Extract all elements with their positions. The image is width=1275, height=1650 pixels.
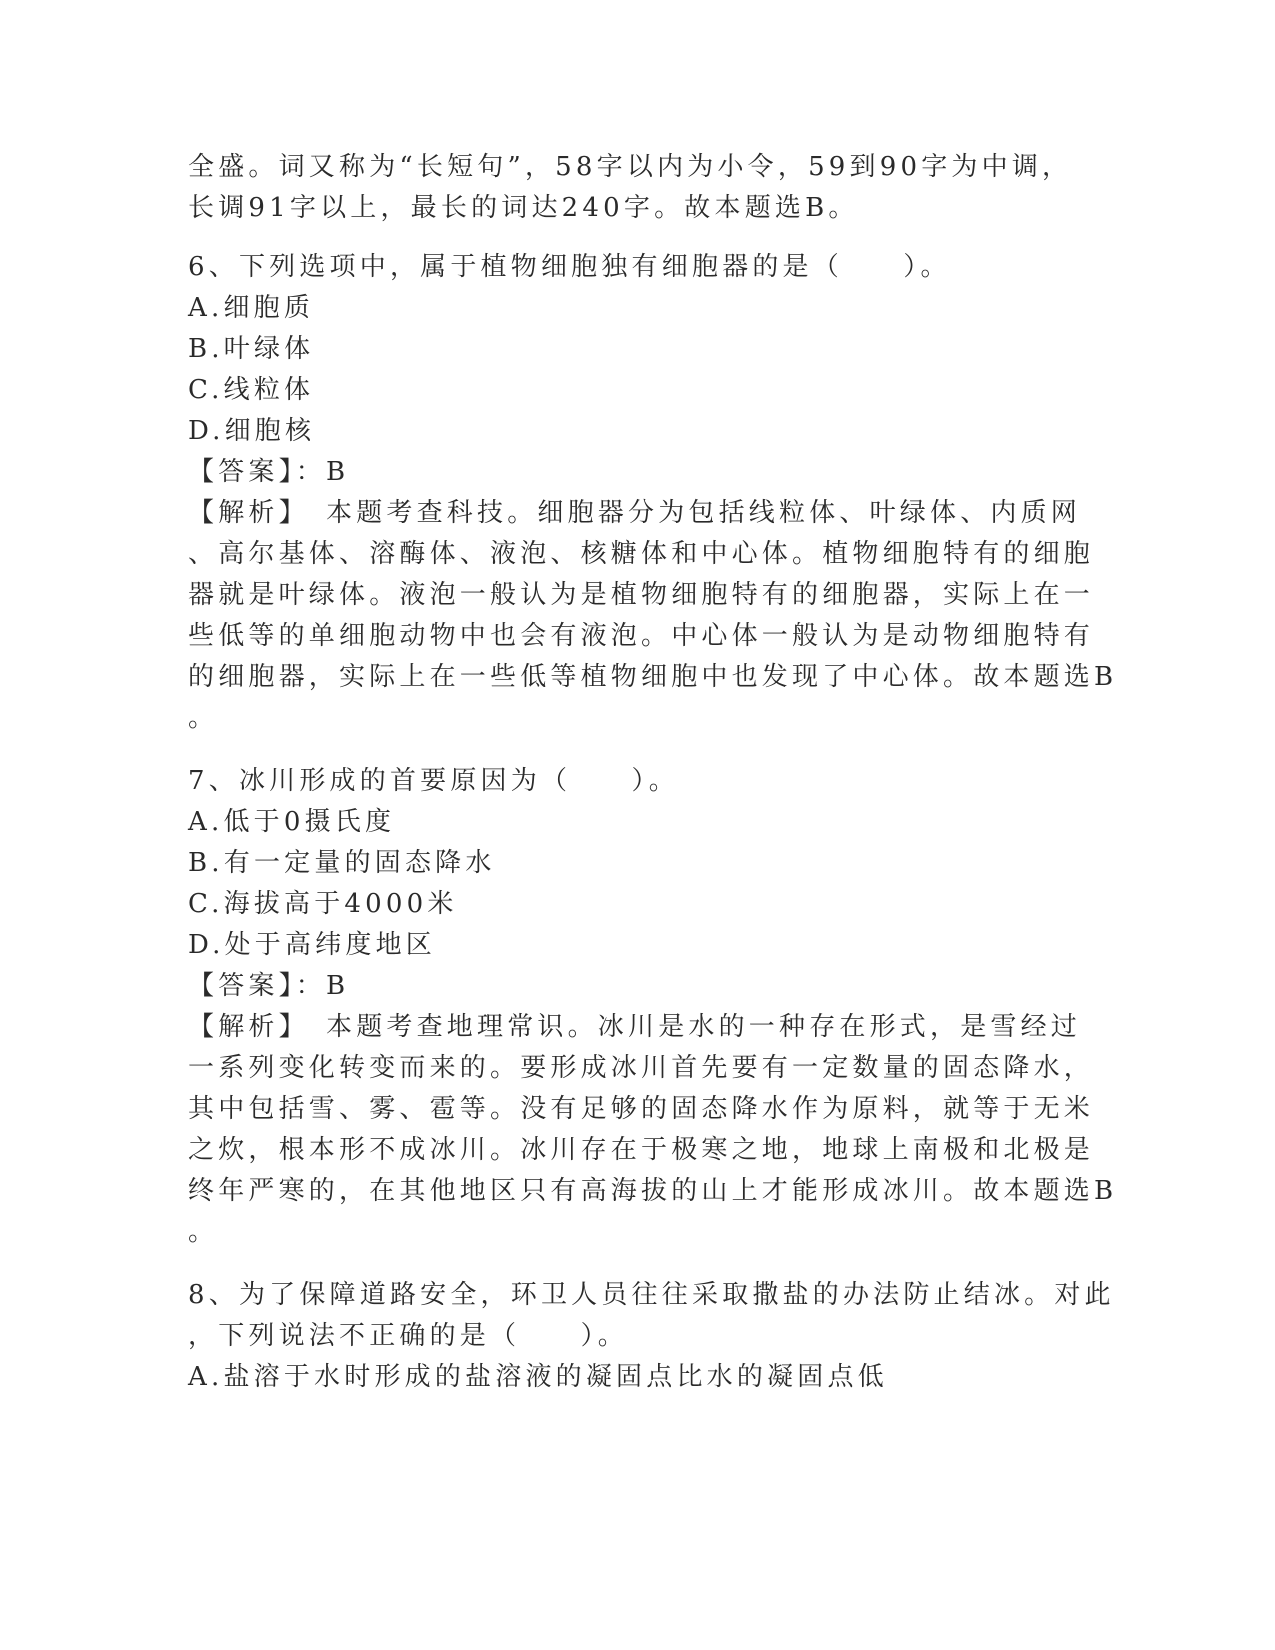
text-line: 全盛。词又称为“长短句”，58字以内为小令，59到90字为中调， (188, 152, 1073, 182)
question-6-stem: 6、下列选项中，属于植物细胞独有细胞器的是（ ）。 (188, 252, 951, 282)
analysis-line: 的细胞器，实际上在一些低等植物细胞中也发现了中心体。故本题选B (188, 662, 1118, 692)
analysis-line: 。 (188, 703, 219, 733)
option-b: B.有一定量的固态降水 (188, 848, 496, 878)
analysis-line: 些低等的单细胞动物中也会有液泡。中心体一般认为是动物细胞特有 (188, 621, 1095, 651)
option-c: C.线粒体 (188, 375, 315, 405)
analysis-line: 终年严寒的，在其他地区只有高海拔的山上才能形成冰川。故本题选B (188, 1176, 1118, 1206)
option-a: A.低于0摄氏度 (188, 807, 396, 837)
analysis-line: 器就是叶绿体。液泡一般认为是植物细胞特有的细胞器，实际上在一 (188, 580, 1095, 610)
analysis-line: 【解析】 本题考查科技。细胞器分为包括线粒体、叶绿体、内质网 (188, 498, 1082, 528)
analysis-line: 、高尔基体、溶酶体、液泡、核糖体和中心体。植物细胞特有的细胞 (188, 539, 1095, 569)
analysis-line: 。 (188, 1217, 219, 1247)
option-a: A.盐溶于水时形成的盐溶液的凝固点比水的凝固点低 (188, 1362, 888, 1392)
analysis-line: 其中包括雪、雾、雹等。没有足够的固态降水作为原料，就等于无米 (188, 1094, 1095, 1124)
question-8-stem: 8、为了保障道路安全，环卫人员往往采取撒盐的办法防止结冰。对此 (188, 1280, 1115, 1310)
analysis-line: 一系列变化转变而来的。要形成冰川首先要有一定数量的固态降水， (188, 1053, 1095, 1083)
option-d: D.细胞核 (188, 416, 316, 446)
answer-line: 【答案】：B (188, 457, 350, 487)
text-line: 长调91字以上，最长的词达240字。故本题选B。 (188, 193, 859, 223)
option-d: D.处于高纬度地区 (188, 930, 436, 960)
option-c: C.海拔高于4000米 (188, 889, 458, 919)
question-7-stem: 7、冰川形成的首要原因为（ ）。 (188, 766, 679, 796)
analysis-line: 【解析】 本题考查地理常识。冰川是水的一种存在形式，是雪经过 (188, 1012, 1082, 1042)
question-8-stem: ，下列说法不正确的是（ ）。 (188, 1321, 629, 1351)
analysis-line: 之炊，根本形不成冰川。冰川存在于极寒之地，地球上南极和北极是 (188, 1135, 1095, 1165)
option-b: B.叶绿体 (188, 334, 315, 364)
answer-line: 【答案】：B (188, 971, 350, 1001)
option-a: A.细胞质 (188, 293, 315, 323)
